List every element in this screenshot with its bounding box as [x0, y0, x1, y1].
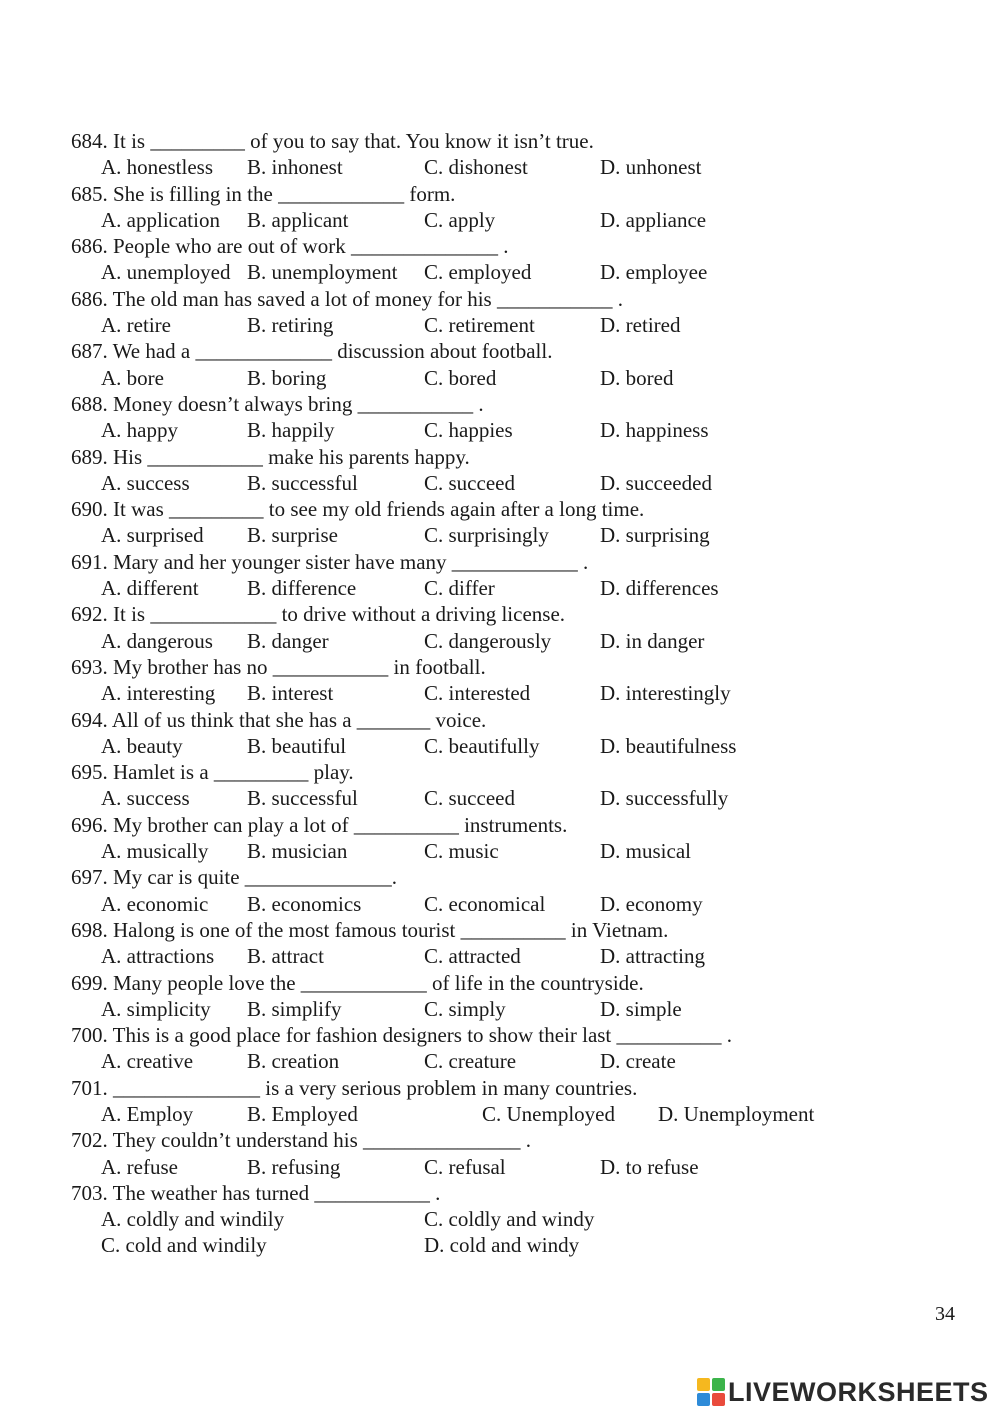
question-stem: 697. My car is quite ______________. — [71, 865, 398, 890]
option-c[interactable]: C. surprisingly — [424, 523, 549, 548]
option-a[interactable]: A. Employ — [101, 1101, 194, 1126]
option-c[interactable]: C. simply — [424, 996, 506, 1021]
option-d[interactable]: D. simple — [600, 996, 682, 1021]
question-stem: 702. They couldn’t understand his _______________ . — [71, 1128, 532, 1153]
question-692 — [0, 601, 1000, 654]
question-stem: 698. Halong is one of the most famous tourist __________ in Vietnam. — [71, 917, 669, 942]
option-d[interactable]: D. successfully — [600, 786, 729, 811]
option-a[interactable]: A. dangerous — [101, 628, 213, 653]
option-a[interactable]: A. success — [101, 470, 190, 495]
option-c[interactable]: C. music — [424, 839, 499, 864]
option-a[interactable]: A. attractions — [101, 944, 215, 969]
option-c[interactable]: C. retirement — [424, 313, 535, 338]
option-d[interactable]: D. retired — [600, 313, 681, 338]
question-stem: 693. My brother has no ___________ in football. — [71, 654, 486, 679]
option-a[interactable]: A. bore — [101, 365, 164, 390]
question-stem: 694. All of us think that she has a _______ voice. — [71, 707, 487, 732]
question-700 — [0, 1022, 1000, 1075]
option-b[interactable]: B. economics — [247, 891, 362, 916]
option-b[interactable]: B. difference — [247, 576, 357, 601]
option-a[interactable]: A. economic — [101, 891, 209, 916]
option-b[interactable]: B. beautiful — [247, 733, 347, 758]
option-c[interactable]: C. bored — [424, 365, 497, 390]
question-stem: 696. My brother can play a lot of __________ instruments. — [71, 812, 568, 837]
option-a[interactable]: A. honestless — [101, 155, 213, 180]
option-c[interactable]: C. creature — [424, 1049, 517, 1074]
question-695 — [0, 759, 1000, 812]
option-c[interactable]: C. Unemployed — [482, 1101, 615, 1126]
brand-name: LIVEWORKSHEETS — [728, 1376, 989, 1407]
liveworksheets-logo-icon — [697, 1378, 725, 1406]
liveworksheets-brand — [697, 1376, 989, 1408]
question-stem: 689. His ___________ make his parents happy. — [71, 444, 470, 469]
option-c[interactable]: C. economical — [424, 891, 546, 916]
option-d[interactable]: D. in danger — [600, 628, 705, 653]
option-c[interactable]: C. attracted — [424, 944, 521, 969]
option-c[interactable]: C. succeed — [424, 786, 515, 811]
option-a[interactable]: A. beauty — [101, 733, 183, 758]
question-stem: 687. We had a _____________ discussion about football. — [71, 339, 553, 364]
question-687 — [0, 338, 1000, 391]
question-stem: 695. Hamlet is a _________ play. — [71, 760, 354, 785]
option-d[interactable]: D. Unemployment — [658, 1101, 815, 1126]
question-stem: 686. The old man has saved a lot of money for his ___________ . — [71, 286, 623, 311]
question-stem: 691. Mary and her younger sister have many ____________ . — [71, 549, 589, 574]
option-d[interactable]: D. unhonest — [600, 155, 702, 180]
question-stem: 690. It was _________ to see my old friends again after a long time. — [71, 497, 645, 522]
worksheet — [0, 128, 1000, 1259]
option-b[interactable]: B. successful — [247, 470, 358, 495]
option-b[interactable]: B. simplify — [247, 996, 342, 1021]
question-702 — [0, 1127, 1000, 1180]
option-c[interactable]: C. happies — [424, 418, 513, 443]
option-b[interactable]: B. Employed — [247, 1101, 358, 1126]
question-691 — [0, 549, 1000, 602]
question-698 — [0, 917, 1000, 970]
question-693 — [0, 654, 1000, 707]
option-b[interactable]: B. interest — [247, 681, 334, 706]
option-b[interactable]: B. retiring — [247, 313, 334, 338]
option-a[interactable]: A. success — [101, 786, 190, 811]
option-b[interactable]: B. successful — [247, 786, 358, 811]
option-a[interactable]: A. retire — [101, 313, 171, 338]
option-c[interactable]: C. beautifully — [424, 733, 540, 758]
question-690 — [0, 496, 1000, 549]
question-694 — [0, 707, 1000, 760]
option-b[interactable]: B. boring — [247, 365, 327, 390]
option-a[interactable]: A. creative — [101, 1049, 194, 1074]
question-stem: 703. The weather has turned ___________ . — [71, 1180, 441, 1205]
option-c[interactable]: C. employed — [424, 260, 532, 285]
option-c[interactable]: C. succeed — [424, 470, 515, 495]
option-a[interactable]: A. unemployed — [101, 260, 231, 285]
question-stem: 688. Money doesn’t always bring ___________ . — [71, 391, 484, 416]
option-b[interactable]: B. inhonest — [247, 155, 343, 180]
option-d[interactable]: D. create — [600, 1049, 676, 1074]
option-a[interactable]: A. application — [101, 207, 220, 232]
option-c[interactable]: C. apply — [424, 207, 496, 232]
option-a[interactable]: A. surprised — [101, 523, 204, 548]
option-a[interactable]: A. refuse — [101, 1154, 178, 1179]
question-703 — [0, 1180, 1000, 1259]
option-b[interactable]: B. attract — [247, 944, 324, 969]
option-a[interactable]: A. different — [101, 576, 199, 601]
option-d[interactable]: D. musical — [600, 839, 691, 864]
question-stem: 699. Many people love the ____________ of life in the countryside. — [71, 970, 644, 995]
option-c-second[interactable]: C. cold and windily — [101, 1233, 267, 1258]
option-d[interactable]: D. to refuse — [600, 1154, 699, 1179]
option-a[interactable]: A. simplicity — [101, 996, 211, 1021]
question-stem: 701. ______________ is a very serious problem in many countries. — [71, 1075, 638, 1100]
option-c[interactable]: C. refusal — [424, 1154, 506, 1179]
option-c[interactable]: C. coldly and windy — [424, 1207, 595, 1232]
option-b[interactable]: B. refusing — [247, 1154, 341, 1179]
question-684 — [0, 128, 1000, 181]
option-d[interactable]: D. happiness — [600, 418, 709, 443]
option-c[interactable]: C. dangerously — [424, 628, 552, 653]
question-688 — [0, 391, 1000, 444]
question-stem: 684. It is _________ of you to say that. You know it isn’t true. — [71, 129, 594, 153]
question-686-b — [0, 286, 1000, 339]
option-c[interactable]: C. interested — [424, 681, 531, 706]
option-b[interactable]: B. unemployment — [247, 260, 398, 285]
option-d[interactable]: D. employee — [600, 260, 708, 285]
question-stem: 700. This is a good place for fashion designers to show their last __________ . — [71, 1023, 733, 1048]
question-stem: 692. It is ____________ to drive without a driving license. — [71, 602, 566, 627]
option-d[interactable]: D. surprising — [600, 523, 710, 548]
option-d[interactable]: D. appliance — [600, 207, 707, 232]
option-b[interactable]: B. applicant — [247, 207, 349, 232]
page-number: 34 — [935, 1303, 955, 1325]
option-a[interactable]: A. interesting — [101, 681, 216, 706]
option-a[interactable]: A. musically — [101, 839, 209, 864]
option-d[interactable]: D. bored — [600, 365, 674, 390]
option-b[interactable]: B. surprise — [247, 523, 338, 548]
question-689 — [0, 444, 1000, 497]
question-stem: 685. She is filling in the ____________ form. — [71, 181, 456, 206]
option-c[interactable]: C. dishonest — [424, 155, 528, 180]
option-b[interactable]: B. creation — [247, 1049, 340, 1074]
option-d[interactable]: D. economy — [600, 891, 703, 916]
question-696 — [0, 812, 1000, 865]
question-stem: 686. People who are out of work ______________ . — [71, 234, 509, 259]
question-697 — [0, 864, 1000, 917]
option-d[interactable]: D. attracting — [600, 944, 705, 969]
question-685 — [0, 181, 1000, 234]
option-d[interactable]: D. interestingly — [600, 681, 731, 706]
option-d[interactable]: D. beautifulness — [600, 733, 737, 758]
option-d[interactable]: D. cold and windy — [424, 1233, 580, 1258]
option-b[interactable]: B. happily — [247, 418, 335, 443]
question-701 — [0, 1075, 1000, 1128]
option-b[interactable]: B. danger — [247, 628, 329, 653]
question-699 — [0, 970, 1000, 1023]
option-a[interactable]: A. coldly and windily — [101, 1207, 285, 1232]
option-a[interactable]: A. happy — [101, 418, 178, 443]
option-b[interactable]: B. musician — [247, 839, 348, 864]
option-d[interactable]: D. succeeded — [600, 470, 712, 495]
question-686 — [0, 233, 1000, 286]
option-d[interactable]: D. differences — [600, 576, 719, 601]
option-c[interactable]: C. differ — [424, 576, 495, 601]
